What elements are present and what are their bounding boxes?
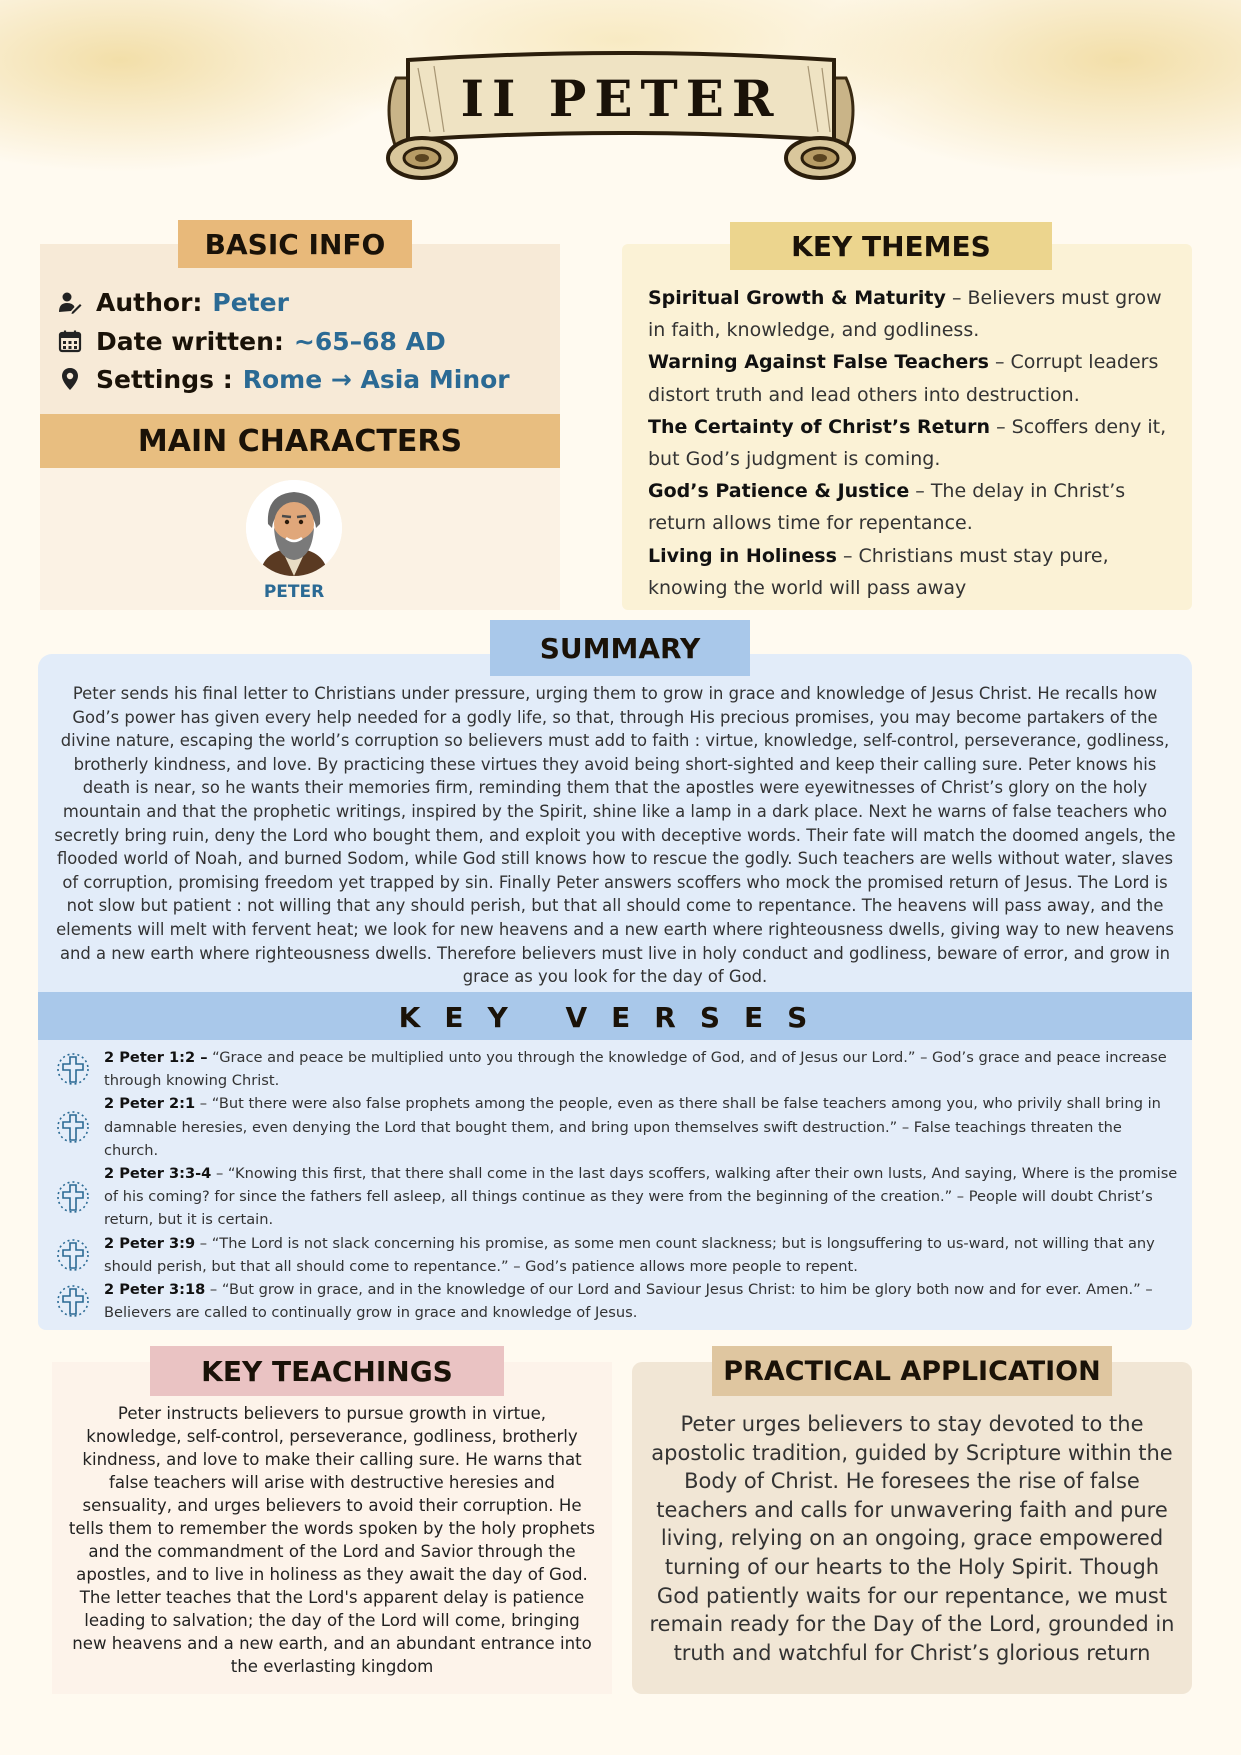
theme-item: [648, 475, 1178, 539]
verse-item: [50, 1092, 1180, 1162]
verse-text: “Grace and peace be multiplied unto you through the knowledge of God, and of Jesus our Lord.” – God’s grace and peace increase through knowing Christ.: [104, 1049, 1167, 1090]
theme-text: – Christians must stay pure, knowing the world will pass away: [648, 544, 1109, 599]
settings-label: Settings :: [96, 364, 233, 394]
verse-text: – “The Lord is not slack concerning his promise, as some men count slackness; but is longsuffering to us-ward, not willing that any should perish, but that all should come to repentance.” – God’s patience allows more people to repent.: [104, 1234, 1155, 1275]
calendar-icon: [58, 329, 82, 353]
verse-ref: 2 Peter 3:3-4: [104, 1165, 212, 1183]
theme-text: – Corrupt leaders distort truth and lead others into destruction.: [648, 351, 1159, 406]
theme-text: – The delay in Christ’s return allows time for repentance.: [648, 480, 1126, 535]
theme-item: [648, 411, 1178, 475]
location-pin-icon: [58, 367, 82, 391]
author-row: [58, 285, 289, 319]
date-row: [58, 324, 446, 358]
basic-info-header: BASIC INFO: [178, 220, 412, 268]
author-label: Author:: [96, 287, 203, 317]
verse-item: [50, 1278, 1180, 1324]
theme-item: [648, 540, 1178, 604]
theme-text: – Believers must grow in faith, knowledge, and godliness.: [648, 287, 1162, 342]
author-icon: [58, 290, 82, 314]
radiant-cross-icon: [50, 1177, 96, 1217]
verse-item: [50, 1046, 1180, 1092]
character-name: PETER: [263, 582, 325, 602]
summary-header: SUMMARY: [490, 620, 750, 676]
radiant-cross-icon: [50, 1049, 96, 1089]
page-title: II PETER: [460, 68, 782, 128]
key-verses-list: [50, 1046, 1180, 1324]
verse-ref: 2 Peter 2:1: [104, 1095, 196, 1113]
settings-row: [58, 362, 510, 396]
practical-application-text: Peter urges believers to stay devoted to the apostolic tradition, guided by Scripture within the Body of Christ. He foresees the rise of false teachers and calls for unwavering faith and pure living, relying on an ongoing, grace empowered turning of our hearts to the Holy Spirit. Though God patiently waits for our repentance, we must remain ready for the Day of the Lord, grounded in truth and watchful for Christ’s glorious return: [649, 1412, 1175, 1665]
theme-title: The Certainty of Christ’s Return: [648, 415, 991, 438]
key-themes-list: [648, 282, 1178, 604]
verse-item: [50, 1162, 1180, 1232]
date-label: Date written:: [96, 326, 284, 356]
theme-item: [648, 346, 1178, 410]
date-value: ~65–68 AD: [293, 326, 446, 356]
peter-portrait-icon: [246, 480, 342, 576]
radiant-cross-icon: [50, 1281, 96, 1321]
theme-title: Warning Against False Teachers: [648, 351, 989, 374]
theme-text: – Scoffers deny it, but God’s judgment is coming.: [648, 415, 1167, 471]
verse-text: – “But grow in grace, and in the knowledge of our Lord and Saviour Jesus Christ: to him be glory both now and for ever. Amen.” – Believers are called to continually grow in grace and knowledge of Jesus.: [104, 1281, 1153, 1322]
verse-text: – “Knowing this first, that there shall come in the last days scoffers, walking after their own lusts, And saying, Where is the promise of his coming? for since the fathers fell asleep, all things continue as they were from the beginning of the creation.” – People will doubt Christ’s return, but it is certain.: [104, 1165, 1178, 1229]
theme-title: Spiritual Growth & Maturity: [648, 287, 946, 309]
peter-avatar: [246, 480, 342, 576]
key-themes-header: KEY THEMES: [730, 222, 1052, 270]
theme-item: [648, 282, 1178, 346]
settings-value: Rome → Asia Minor: [242, 364, 510, 394]
verse-ref: 2 Peter 3:9: [104, 1234, 196, 1252]
verse-ref: 2 Peter 1:2 –: [104, 1049, 208, 1066]
verse-ref: 2 Peter 3:18: [104, 1281, 206, 1299]
radiant-cross-icon: [50, 1107, 96, 1147]
author-value: Peter: [212, 287, 289, 317]
theme-title: God’s Patience & Justice: [648, 480, 910, 503]
verse-item: [50, 1232, 1180, 1278]
radiant-cross-icon: [50, 1235, 96, 1275]
main-characters-header: MAIN CHARACTERS: [40, 414, 560, 468]
key-verses-header: KEY VERSES: [38, 992, 1192, 1042]
theme-title: Living in Holiness: [648, 544, 837, 567]
verse-text: – “But there were also false prophets among the people, even as there shall be false teachers among you, who privily shall bring in damnable heresies, even denying the Lord that bought them, and bring upon themselves swift destruction.” – False teachings threaten the church.: [104, 1095, 1161, 1159]
practical-application-header: PRACTICAL APPLICATION: [712, 1346, 1112, 1396]
key-teachings-text: Peter instructs believers to pursue growth in virtue, knowledge, self-control, perseverance, godliness, brotherly kindness, and love to make their calling sure. He warns that false teachers will arise with destructive heresies and sensuality, and urges believers to avoid their corruption. He tells them to remember the words spoken by the holy prophets and the commandment of the Lord and Savior through the apostles, and to live in holiness as they await the day of God. The letter teaches that the Lord's apparent delay is patience leading to salvation; the day of the Lord will come, bringing new heavens and a new earth, and an abundant entrance into the everlasting kingdom: [68, 1404, 596, 1676]
key-teachings-header: KEY TEACHINGS: [150, 1346, 504, 1396]
title-banner: [378, 48, 864, 184]
summary-text: Peter sends his final letter to Christians under pressure, urging them to grow in grace and knowledge of Jesus Christ. He recalls how God’s power has given every help needed for a godly life, so that, through His precious promises, you may become partakers of the divine nature, escaping the world’s corruption so believers must add to faith : virtue, knowledge, self-control, perseverance, godliness, brotherly kindness, and love. By practicing these virtues they avoid being short-sighted and keep their calling sure. Peter knows his death is near, so he wants their memories firm, reminding them that the apostles were eyewitnesses of Christ’s glory on the holy mountain and that the prophetic writings, inspired by the Spirit, shine like a lamp in a dark place. Next he warns of false teachers who secretly bring ruin, deny the Lord who bought them, and exploit you with deceptive words. Their fate will match the doomed angels, the flooded world of Noah, and burned Sodom, while God still knows how to rescue the godly. Such teachers are wells without water, slaves of corruption, promising freedom yet trapped by sin. Finally Peter answers scoffers who mock the promised return of Jesus. The Lord is not slow but patient : not willing that any should perish, but that all should come to repentance. The heavens will pass away, and the elements will melt with fervent heat; we look for new heavens and a new earth where righteousness dwells, giving way to new heavens and a new earth where righteousness dwells. Therefore believers must live in holy conduct and godliness, beware of error, and grow in grace as you look for the day of God.: [54, 684, 1176, 987]
